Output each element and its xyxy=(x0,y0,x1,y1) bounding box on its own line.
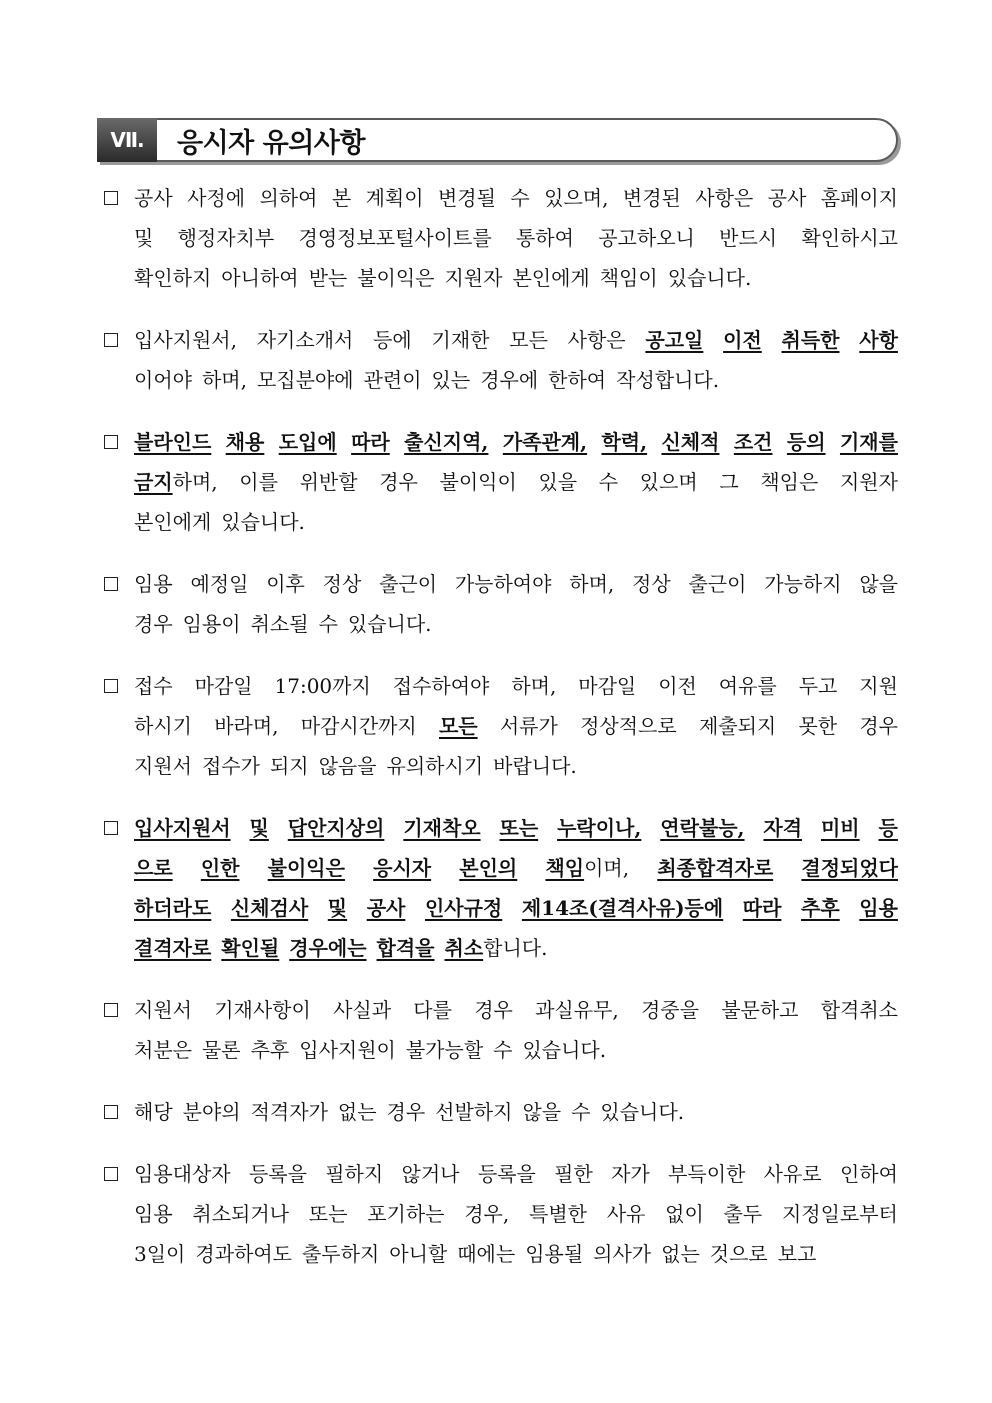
notice-word: 입사지원서, xyxy=(134,328,237,352)
notice-word: 의사가 xyxy=(593,1242,652,1266)
notice-word: 경우 xyxy=(379,470,418,494)
notice-word: 지원서 xyxy=(134,754,192,778)
notice-word: 입사지원서 xyxy=(134,816,231,840)
notice-word: 지정일로부터 xyxy=(781,1202,898,1226)
notice-word: 사정에 xyxy=(187,186,246,210)
notice-word: 지원 xyxy=(859,674,898,698)
notice-word: 신체검사 xyxy=(230,896,309,920)
notice-word: 필하지 xyxy=(325,1162,384,1186)
notice-word: 사항은 xyxy=(567,328,626,352)
notice-word: 하며, xyxy=(569,572,615,596)
section-number: Ⅶ. xyxy=(97,118,157,162)
notice-word: 하며, xyxy=(511,674,557,698)
notice-word: 바랍니다. xyxy=(493,754,577,778)
notice-word: 불가능할 xyxy=(405,1038,484,1062)
notice-item xyxy=(98,1154,898,1274)
notice-word: 답안지상의 xyxy=(287,816,385,840)
notice-item xyxy=(98,666,898,786)
notice-word: 접수하여야 xyxy=(392,674,490,698)
notice-word: 경우 xyxy=(134,612,173,636)
notice-word: 수 xyxy=(318,612,338,636)
notice-word: 출근이 xyxy=(688,572,747,596)
notice-line xyxy=(134,1234,898,1274)
notice-line xyxy=(134,604,898,644)
notice-line xyxy=(134,1030,898,1070)
notice-word: 관련이 xyxy=(363,368,422,392)
notice-word: 지원서 xyxy=(134,998,192,1022)
notice-word: 등의 xyxy=(786,430,826,454)
notice-word: 금지 xyxy=(134,470,173,494)
notice-word: 및 xyxy=(327,896,348,920)
notice-word: 이전 xyxy=(723,328,762,352)
notice-word: 사항 xyxy=(859,328,898,352)
notice-word: 사유 xyxy=(606,1202,646,1226)
notice-word: 이후 xyxy=(266,572,305,596)
notice-word: 아니하여 xyxy=(221,266,299,290)
notice-word: 기재착오 xyxy=(403,816,481,840)
notice-word: 서류가 xyxy=(499,714,558,738)
checkbox-bullet-icon xyxy=(104,821,118,835)
notice-word: 임용이 xyxy=(182,612,241,636)
notice-line xyxy=(134,178,898,218)
notice-word: 홈페이지 xyxy=(820,186,898,210)
notice-word: 못한 xyxy=(798,714,838,738)
notice-word: 수 xyxy=(571,1100,591,1124)
notice-word: 수 xyxy=(493,1038,513,1062)
notice-word: 지원자 xyxy=(839,470,898,494)
notice-word: 의하여 xyxy=(259,186,318,210)
notice-word: 책임이 xyxy=(599,266,658,290)
notice-word: 부득이한 xyxy=(668,1162,746,1186)
notice-word: 임용 xyxy=(859,896,898,920)
notice-word: 추후 xyxy=(250,1038,290,1062)
notice-word: 해당 xyxy=(134,1100,173,1124)
notice-word: 때에는 xyxy=(457,1242,516,1266)
notice-word: 위반할 xyxy=(299,470,358,494)
notice-word: 경과하여도 xyxy=(195,1242,292,1266)
notice-word: 본인에게 xyxy=(512,266,590,290)
notice-word: 지원자 xyxy=(444,266,503,290)
notice-word: 출신지역, xyxy=(404,430,489,454)
notice-word: 하며, xyxy=(172,470,218,494)
notice-word: 작성합니다. xyxy=(616,368,720,392)
notice-word: 있으며 xyxy=(639,470,698,494)
notice-word: 등록을 xyxy=(477,1162,536,1186)
notice-word: 아니할 xyxy=(389,1242,448,1266)
notice-line xyxy=(134,1194,898,1234)
notice-word: 되지 xyxy=(269,754,309,778)
notice-word: 과실유무, xyxy=(535,998,619,1022)
notice-word: 학력, xyxy=(601,430,648,454)
notice-word: 있습니다. xyxy=(522,1038,607,1062)
notice-word: 보고 xyxy=(777,1242,817,1266)
notice-word: 출두하지 xyxy=(301,1242,380,1266)
notice-word: 필한 xyxy=(554,1162,593,1186)
notice-word: 있는 xyxy=(431,368,471,392)
notice-word: 통하여 xyxy=(515,226,574,250)
notice-word: 받는 xyxy=(308,266,348,290)
notice-word: 따라 xyxy=(351,430,390,454)
notice-word xyxy=(545,848,629,888)
notice-item xyxy=(98,178,898,298)
notice-word: 가족관계, xyxy=(502,430,588,454)
notice-word: 경우 xyxy=(474,998,513,1022)
notice-line xyxy=(134,462,898,502)
notice-word: 수 xyxy=(510,186,530,210)
notice-word: 도입에 xyxy=(278,430,337,454)
notice-word: 취소되거나 xyxy=(192,1202,290,1226)
notice-item xyxy=(98,422,898,542)
notice-word: 가능하여야 xyxy=(454,572,552,596)
notice-word: 하며, xyxy=(201,368,247,392)
notice-word: 본인의 xyxy=(459,856,518,880)
checkbox-bullet-icon xyxy=(104,1003,118,1017)
notice-word: 이며, xyxy=(584,856,630,880)
notice-word: 및 xyxy=(134,226,154,250)
notice-word: 이전 xyxy=(658,674,697,698)
notice-word: 책임 xyxy=(545,856,585,880)
notice-word: 유의하시기 xyxy=(386,754,484,778)
notice-word: 임용 xyxy=(134,572,173,596)
notice-word: 등에 xyxy=(373,328,412,352)
notice-line xyxy=(134,422,898,462)
notice-word: 있을 xyxy=(538,470,578,494)
notice-word: 공사 xyxy=(767,186,807,210)
notice-word: 그 xyxy=(719,470,739,494)
notice-word: 경우, xyxy=(464,1202,510,1226)
notice-word: 불이익은 xyxy=(357,266,435,290)
notice-word: 제14조(결격사유)등에 xyxy=(521,896,724,920)
notice-list xyxy=(98,178,898,1296)
notice-word: 계획이 xyxy=(365,186,424,210)
notice-word: 따라 xyxy=(742,896,782,920)
notice-word: 모든 xyxy=(509,328,548,352)
notice-word: 취소될 xyxy=(250,612,309,636)
notice-word: 있습니다. xyxy=(600,1100,685,1124)
notice-item xyxy=(98,1092,898,1132)
notice-line xyxy=(134,848,898,888)
notice-word: 한하여 xyxy=(548,368,607,392)
notice-word: 정상적으로 xyxy=(580,714,677,738)
checkbox-bullet-icon xyxy=(104,1167,118,1181)
notice-word: 있습니다. xyxy=(347,612,432,636)
notice-item xyxy=(98,808,898,968)
notice-word: 있습니다. xyxy=(667,266,752,290)
notice-word: 조건 xyxy=(733,430,773,454)
notice-word: 경영정보포털사이트를 xyxy=(298,226,492,250)
notice-word: 경우에는 xyxy=(289,936,367,960)
notice-item xyxy=(98,990,898,1070)
notice-word: 가능하지 xyxy=(764,572,842,596)
notice-word: 추후 xyxy=(801,896,840,920)
notice-word: 접수 xyxy=(134,674,173,698)
notice-word: 여유를 xyxy=(718,674,777,698)
notice-word: 것으로 xyxy=(709,1242,768,1266)
notice-word: 불이익은 xyxy=(267,856,345,880)
notice-word: 출근이 xyxy=(379,572,438,596)
notice-word: 수 xyxy=(598,470,619,494)
notice-line xyxy=(134,1092,898,1132)
notice-word: 책임은 xyxy=(760,470,819,494)
notice-word: 정상 xyxy=(632,572,671,596)
checkbox-bullet-icon xyxy=(104,191,118,205)
notice-word xyxy=(445,928,548,968)
notice-line xyxy=(134,746,898,786)
notice-word: 합격을 xyxy=(376,936,435,960)
notice-word: 마감일 xyxy=(194,674,253,698)
notice-word: 불문하고 xyxy=(721,998,799,1022)
notice-line xyxy=(134,320,898,360)
notice-line xyxy=(134,706,898,746)
notice-word: 연락불능, xyxy=(660,816,745,840)
notice-word: 본인에게 xyxy=(134,510,212,534)
notice-line xyxy=(134,808,898,848)
notice-line xyxy=(134,666,898,706)
checkbox-bullet-icon xyxy=(104,1105,118,1119)
notice-word: 신체적 xyxy=(661,430,720,454)
notice-word: 확인하시고 xyxy=(801,226,898,250)
notice-word: 모든 xyxy=(438,714,478,738)
notice-word: 처분은 xyxy=(134,1038,192,1062)
notice-word: 선발하지 xyxy=(435,1100,513,1124)
notice-word: 마감시간까지 xyxy=(300,714,417,738)
notice-word: 자격 xyxy=(763,816,803,840)
notice-word: 없이 xyxy=(665,1202,704,1226)
notice-line xyxy=(134,360,898,400)
notice-word: 임용대상자 xyxy=(134,1162,231,1186)
notice-word: 자기소개서 xyxy=(256,328,354,352)
notice-word: 확인하지 xyxy=(134,266,212,290)
notice-word xyxy=(134,462,218,502)
notice-word: 출두 xyxy=(723,1202,763,1226)
notice-word: 하시기 xyxy=(134,714,192,738)
notice-word: 합니다. xyxy=(483,936,548,960)
checkbox-bullet-icon xyxy=(104,577,118,591)
notice-word: 사항은 xyxy=(695,186,754,210)
notice-word: 경우 xyxy=(859,714,898,738)
notice-word: 누락이나, xyxy=(557,816,642,840)
notice-word: 또는 xyxy=(499,816,539,840)
notice-line xyxy=(134,218,898,258)
notice-word: 마감일 xyxy=(578,674,637,698)
notice-line xyxy=(134,502,898,542)
notice-word: 접수가 xyxy=(201,754,260,778)
notice-line xyxy=(134,990,898,1030)
notice-word: 정상 xyxy=(322,572,362,596)
notice-word: 인한 xyxy=(200,856,240,880)
notice-word: 경우 xyxy=(386,1100,426,1124)
notice-word: 입사지원이 xyxy=(299,1038,396,1062)
notice-word: 모집분야에 xyxy=(256,368,354,392)
notice-word: 3일이 xyxy=(134,1242,186,1266)
checkbox-bullet-icon xyxy=(104,679,118,693)
notice-word: 경중을 xyxy=(640,998,699,1022)
notice-word: 하더라도 xyxy=(134,896,212,920)
notice-word: 응시자 xyxy=(373,856,432,880)
notice-word: 불이익이 xyxy=(439,470,517,494)
checkbox-bullet-icon xyxy=(104,435,118,449)
notice-word: 으로 xyxy=(134,856,173,880)
notice-word: 없는 xyxy=(337,1100,377,1124)
notice-line xyxy=(134,888,898,928)
notice-line xyxy=(134,1154,898,1194)
notice-word: 없는 xyxy=(661,1242,700,1266)
notice-word: 등록을 xyxy=(248,1162,307,1186)
notice-word: 확인될 xyxy=(221,936,280,960)
notice-word: 채용 xyxy=(225,430,265,454)
notice-word: 기재사항이 xyxy=(214,998,311,1022)
checkbox-bullet-icon xyxy=(104,333,118,347)
notice-word: 분야의 xyxy=(182,1100,241,1124)
notice-word: 자가 xyxy=(611,1162,650,1186)
notice-word: 기재한 xyxy=(431,328,490,352)
notice-word: 않거나 xyxy=(401,1162,460,1186)
notice-word: 행정자치부 xyxy=(177,226,275,250)
notice-word: 않음을 xyxy=(318,754,377,778)
notice-word: 등 xyxy=(878,816,898,840)
notice-word: 경우에 xyxy=(480,368,539,392)
notice-word: 사유로 xyxy=(763,1162,822,1186)
notice-word: 있습니다. xyxy=(221,510,305,534)
notice-word: 예정일 xyxy=(190,572,249,596)
notice-word: 인하여 xyxy=(839,1162,898,1186)
notice-word: 결정되었다 xyxy=(801,856,898,880)
notice-word: 사실과 xyxy=(333,998,392,1022)
notice-word: 결격자로 xyxy=(134,936,212,960)
notice-word: 또는 xyxy=(308,1202,348,1226)
notice-word: 포기하는 xyxy=(367,1202,445,1226)
notice-item xyxy=(98,564,898,644)
notice-line xyxy=(134,258,898,298)
notice-word: 미비 xyxy=(820,816,860,840)
notice-word: 공고일 xyxy=(645,328,704,352)
notice-word: 특별한 xyxy=(529,1202,587,1226)
notice-word: 및 xyxy=(249,816,269,840)
notice-line xyxy=(134,928,898,968)
notice-word: 최종합격자로 xyxy=(657,856,774,880)
notice-line xyxy=(134,564,898,604)
section-header xyxy=(97,118,898,162)
notice-word: 변경된 xyxy=(622,186,681,210)
notice-word: 취소 xyxy=(444,936,484,960)
notice-word: 변경될 xyxy=(437,186,496,210)
notice-word: 인사규정 xyxy=(424,896,503,920)
notice-word: 않을 xyxy=(859,572,898,596)
notice-word: 있으며, xyxy=(544,186,609,210)
notice-word: 반드시 xyxy=(719,226,778,250)
notice-word: 물론 xyxy=(201,1038,241,1062)
notice-word: 임용될 xyxy=(525,1242,584,1266)
notice-word: 합격취소 xyxy=(820,998,898,1022)
notice-word: 않을 xyxy=(522,1100,562,1124)
notice-word: 공사 xyxy=(134,186,173,210)
notice-word: 공사 xyxy=(366,896,406,920)
notice-word: 공고하오니 xyxy=(598,226,695,250)
notice-word: 적격자가 xyxy=(250,1100,328,1124)
notice-word: 다를 xyxy=(413,998,452,1022)
notice-word: 이를 xyxy=(239,470,278,494)
section-title: 응시자 유의사항 xyxy=(177,127,365,159)
notice-word: 임용 xyxy=(134,1202,173,1226)
notice-word: 17:00까지 xyxy=(274,674,371,698)
notice-word: 이어야 xyxy=(134,368,192,392)
notice-item xyxy=(98,320,898,400)
notice-word: 제출되지 xyxy=(698,714,777,738)
notice-word: 기재를 xyxy=(839,430,898,454)
notice-word: 취득한 xyxy=(781,328,840,352)
notice-word: 블라인드 xyxy=(134,430,212,454)
notice-word: 두고 xyxy=(798,674,838,698)
notice-word: 본 xyxy=(331,186,352,210)
notice-word: 바라며, xyxy=(214,714,279,738)
